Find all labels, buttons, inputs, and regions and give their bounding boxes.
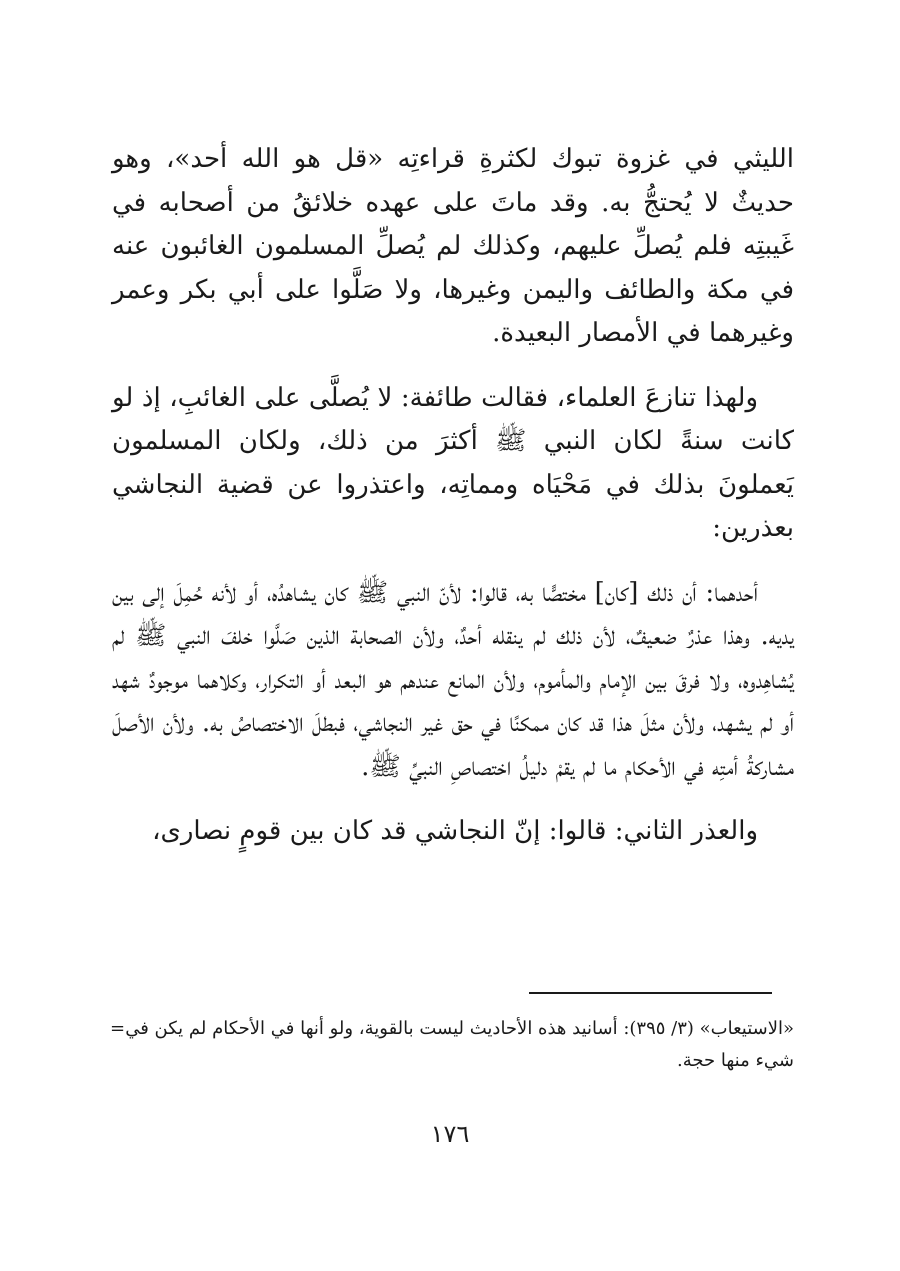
footnote [112, 1013, 794, 1077]
paragraph: ولهذا تنازعَ العلماء، فقالت طائفة: لا يُصلَّى على الغائبِ، إذ لو كانت سنةً لكان النبي ﷺ أكثرَ من ذلك، ولكان المسلمون يَعملونَ بذلك في مَحْيَاه ومماتِه، واعتذروا عن قضية النجاشي بعذرين: [112, 382, 794, 543]
page-number: ١٧٦ [430, 1120, 470, 1148]
footnote-text: «الاستيعاب» (٣/ ٣٩٥): أسانيد هذه الأحاديث ليست بالقوية، ولو أنها في الأحكام لم يكن في شيء منها حجة. [125, 1018, 794, 1071]
paragraph: الليثي في غزوة تبوك لكثرةِ قراءتِه «قل هو الله أحد»، وهو حديثٌ لا يُحتجُّ به. وقد ماتَ على عهده خلائقُ من أصحابه في غَيبتِه فلم يُصلِّ عليهم، وكذلك لم يُصلِّ المسلمون الغائبون عنه في مكة والطائف واليمن وغيرها، ولا صَلَّوا على أبي بكر وعمر وغيرهما في الأمصار البعيدة. [112, 144, 794, 348]
main-text [112, 138, 794, 875]
footnote-continuation-marker: = [110, 1018, 126, 1039]
paragraph: والعذر الثاني: قالوا: إنّ النجاشي قد كان بين قومٍ نصارى، [152, 816, 758, 846]
paragraph: أحدهما: أن ذلك [كان] مختصًّا به، قالوا: لأنّ النبي ﷺ كان يشاهدُه، أو لأنه حُمِلَ إلى بين يديه. وهذا عذرٌ ضعيفٌ، لأن ذلك لم ينقله أحدٌ، ولأن الصحابة الذين صَلَّوا خلفَ النبي ﷺ لم يُشاهِدوه، ولا فرقَ بين الإمام والمأموم، ولأن المانع عندهم هو البعد أو التكرار، وكلاهما موجودٌ شهد أو لم يشهد، ولأن مثلَ هذا قد كان ممكنًا في حق غير النجاشي، فبطلَ الاختصاصُ به. ولأن الأصلَ مشاركةُ أمتِه في الأحكام ما لم يقمْ دليلُ اختصاصِ النبيِّ ﷺ. [112, 577, 794, 782]
footnote-separator [529, 992, 772, 994]
